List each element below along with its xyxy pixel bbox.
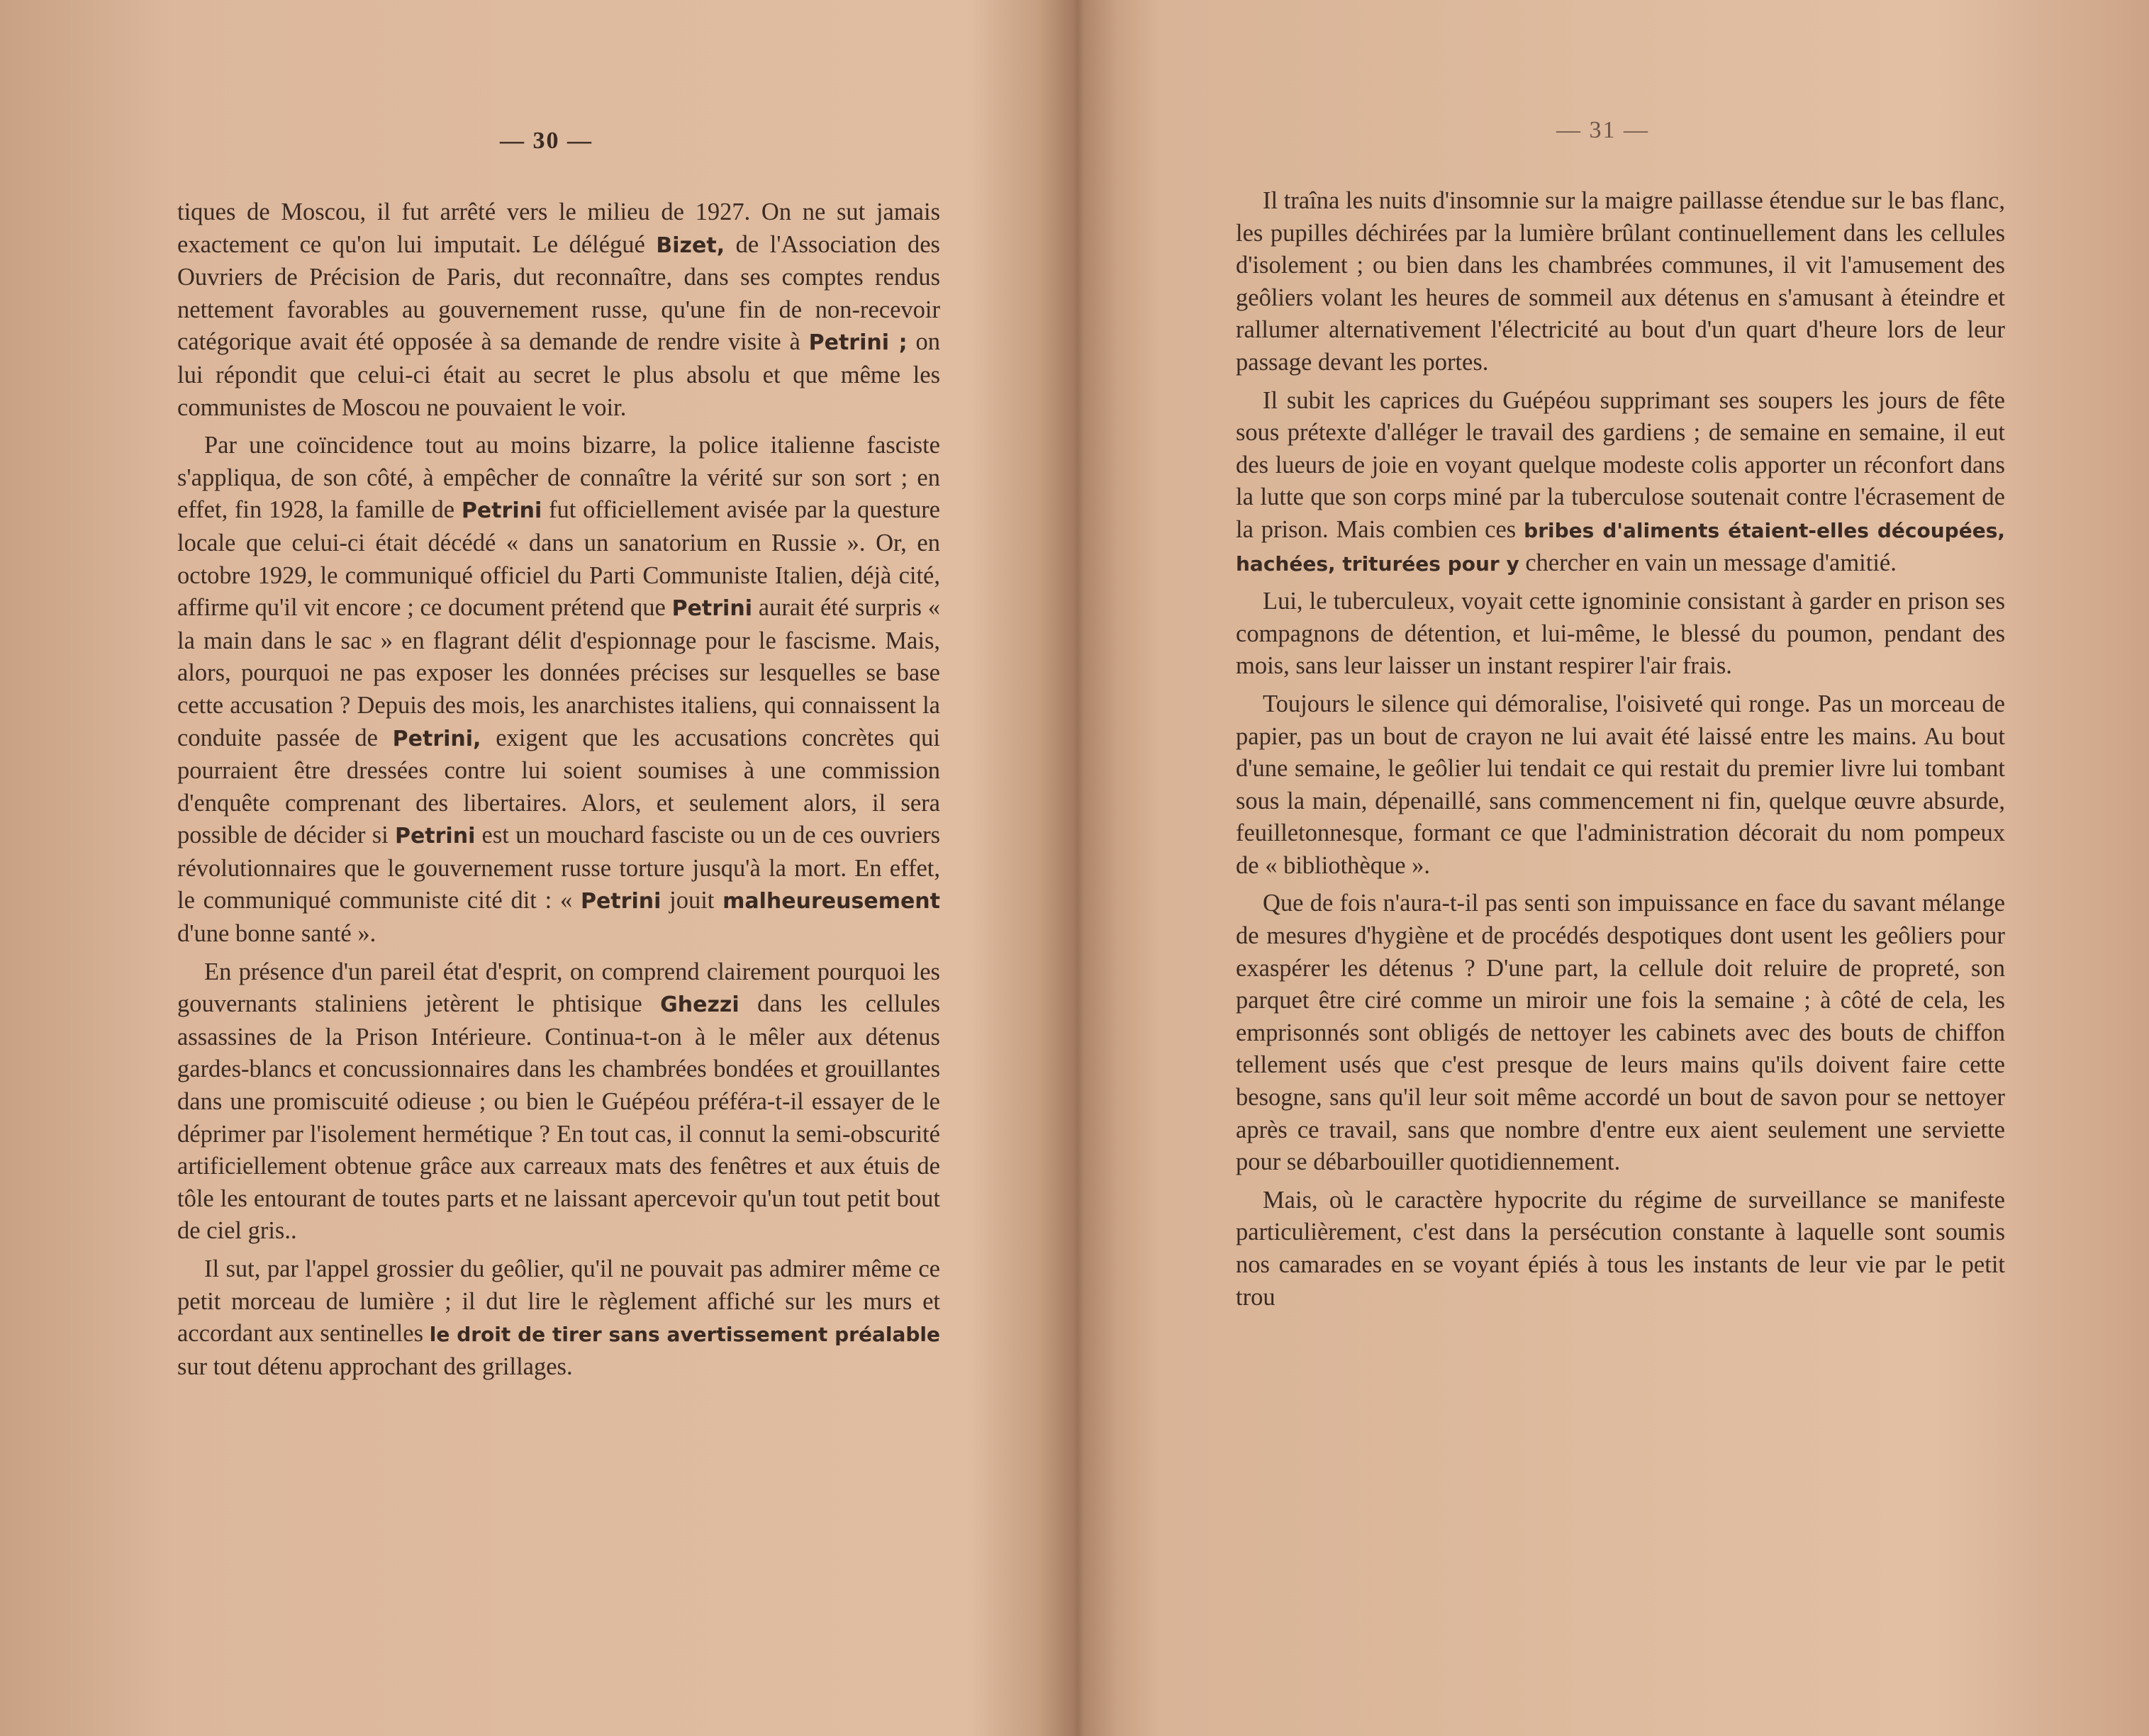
text-run: Lui, le tuberculeux, voyait cette ignominie consistant à garder en prison ses compagnons de détention, et lui-même, le blessé du poumon, pendant des mois, sans leur laisser un instant respirer l'air frais. (1236, 588, 2005, 680)
bold-name: Bizet, (656, 233, 725, 258)
paragraph (177, 956, 940, 1248)
text-run: est un mouchard fasciste ou un de ces ouvriers révolutionnaires que le gouvernement russe torture jusqu'à la mort. En effet, le communiqué communiste cité dit : « (177, 822, 941, 914)
text-run: En présence d'un pareil état d'esprit, on comprend clairement pourquoi les gouvernants staliniens jetèrent le phtisique (177, 958, 940, 1018)
paragraph (177, 1253, 940, 1383)
text-run: Par une coïncidence tout au moins bizarre, la police italienne fasciste s'appliqua, de son côté, à empêcher de connaître la vérité sur son sort ; en effet, fin 1928, la famille de (177, 432, 940, 524)
text-run: Que de fois n'aura-t-il pas senti son impuissance en face du savant mélange de mesures d'hygiène et de procédés despotiques dont usent les geôliers pour exaspérer les détenus ? D'une part, la cellule doit reluire de propreté, son parquet être ciré comme un miroir une fois la semaine ; à côté de cela, les emprisonnés sont obligés de nettoyer les cabinets avec des bouts de chiffon tellement usés que c'est presque de leurs mains qu'ils doivent faire cette besogne, sans qu'il leur soit même accordé un bout de savon pour se nettoyer après ce travail, sans que nombre d'entre eux aient seulement une serviette pour se débarbouiller quotidiennement. (1236, 890, 2005, 1176)
bold-name: Petrini (580, 889, 662, 914)
text-run: fut officiellement avisée par la questure locale que celui-ci était décédé « dans un sanatorium en Russie ». Or, en octobre 1929, le communiqué officiel du Parti Communiste Italien, déjà cité, affirme qu'il vit encore ; ce document prétend que (177, 496, 940, 622)
bold-name: Ghezzi (660, 992, 739, 1018)
paragraph (1236, 586, 2005, 683)
text-run: sur tout détenu approchant des grillages. (177, 1353, 573, 1380)
bold-name: Petrini (671, 596, 752, 622)
text-run: de l'Association des Ouvriers de Précision de Paris, dut reconnaître, dans ses comptes rendus nettement favorables au gouvernement russe, qu'une fin de non-recevoir catégorique avait été opposée à sa demande de rendre visite à (177, 230, 940, 356)
text-run: Il subit les caprices du Guépéou supprimant ses soupers les jours de fête sous prétexte d'alléger le travail des gardiens ; de semaine en semaine, il eut des lueurs de joie en voyant quelque modeste colis apporter un réconfort dans la lutte que son corps miné par la tuberculose soutenait contre l'écrasement de la prison. Mais combien ces (1236, 386, 2005, 543)
text-run: on lui répondit que celui-ci était au secret le plus absolu et que même les communistes de Moscou ne pouvaient le voir. (177, 328, 940, 421)
left-page-text (177, 196, 940, 1389)
paragraph (177, 430, 940, 951)
text-run: Il sut, par l'appel grossier du geôlier, qu'il ne pouvait pas admirer même ce petit morceau de lumière ; il dut lire le règlement affiché sur les murs et accordant aux sentinelles (177, 1255, 940, 1348)
paragraph (177, 196, 940, 424)
bold-name: Petrini (394, 824, 476, 849)
page-number-right: — 31 — (1556, 117, 1649, 143)
paragraph (1236, 688, 2005, 883)
right-page-text (1236, 185, 2005, 1319)
bold-phrase: le droit de tirer sans avertissement préalable (429, 1323, 940, 1347)
text-run: d'une bonne santé ». (177, 920, 376, 948)
paragraph (1236, 185, 2005, 379)
text-run: tiques de Moscou, il fut arrêté vers le milieu de 1927. On ne sut jamais exactement ce qu'on lui imputait. Le délégué (177, 198, 940, 258)
paragraph (1236, 1185, 2005, 1314)
text-run: Mais, où le caractère hypocrite du régime de surveillance se manifeste particulièrement, c'est dans la persécution constante à laquelle sont soumis nos camarades en se voyant épiés à tous les instants de leur vie par le petit trou (1236, 1186, 2005, 1311)
bold-phrase: bribes d'aliments étaient-elles découpées, hachées, triturées pour y (1236, 518, 2006, 576)
text-run: chercher en vain un message d'amitié. (1519, 549, 1897, 576)
paragraph (1236, 385, 2005, 581)
page-number-left: — 30 — (500, 128, 593, 154)
text-run: Il traîna les nuits d'insomnie sur la maigre paillasse étendue sur le bas flanc, les pupilles déchirées par la lumière brûlant continuellement dans les cellules d'isolement ; ou bien dans les chambrées communes, il vit l'amusement des geôliers volant les heures de sommeil aux détenus en s'amusant à éteindre et rallumer alternativement l'électricité au bout d'un quart d'heure lors de leur passage devant les portes. (1236, 187, 2005, 376)
bold-name: Petrini, (392, 726, 481, 751)
text-run: Toujours le silence qui démoralise, l'oisiveté qui ronge. Pas un morceau de papier, pas un bout de crayon ne lui avait été laissé entre les mains. Au bout d'une semaine, le geôlier lui tendait ce qui restait du premier livre lui tombant sous la main, dépenaillé, sans commencement ni fin, quelque œuvre absurde, feuilletonnesque, formant ce que l'administration décorait du nom pompeux de « bibliothèque ». (1236, 690, 2005, 879)
bold-name: Petrini ; (808, 330, 908, 356)
paragraph (1236, 887, 2005, 1178)
text-run: exigent que les accusations concrètes qui pourraient être dressées contre lui soient soumises à une commission d'enquête comprenant des libertaires. Alors, et seulement alors, il sera possible de décider si (177, 724, 940, 849)
right-page (1074, 0, 2149, 1736)
bold-name: Petrini (461, 498, 542, 524)
left-page (0, 0, 1074, 1736)
text-run: jouit (661, 887, 723, 914)
bold-name: malheureusement (722, 889, 940, 914)
text-run: dans les cellules assassines de la Prison Intérieure. Continua-t-on à le mêler aux détenus gardes-blancs et concussionnaires dans les chambrées bondées et grouillantes dans une promiscuité odieuse ; ou bien le Guépéou préféra-t-il essayer de le déprimer par l'isolement hermétique ? En tout cas, il connut la semi-obscurité artificiellement obtenue grâce aux carreaux mats des fenêtres et aux étuis de tôle les entourant de toutes parts et ne laissant apercevoir qu'un tout petit bout de ciel gris.. (177, 990, 940, 1245)
text-run: aurait été surpris « la main dans le sac » en flagrant délit d'espionnage pour le fascisme. Mais, alors, pourquoi ne pas exposer les données précises sur lesquelles se base cette accusation ? Depuis des mois, les anarchistes italiens, qui connaissent la conduite passée de (177, 594, 940, 751)
